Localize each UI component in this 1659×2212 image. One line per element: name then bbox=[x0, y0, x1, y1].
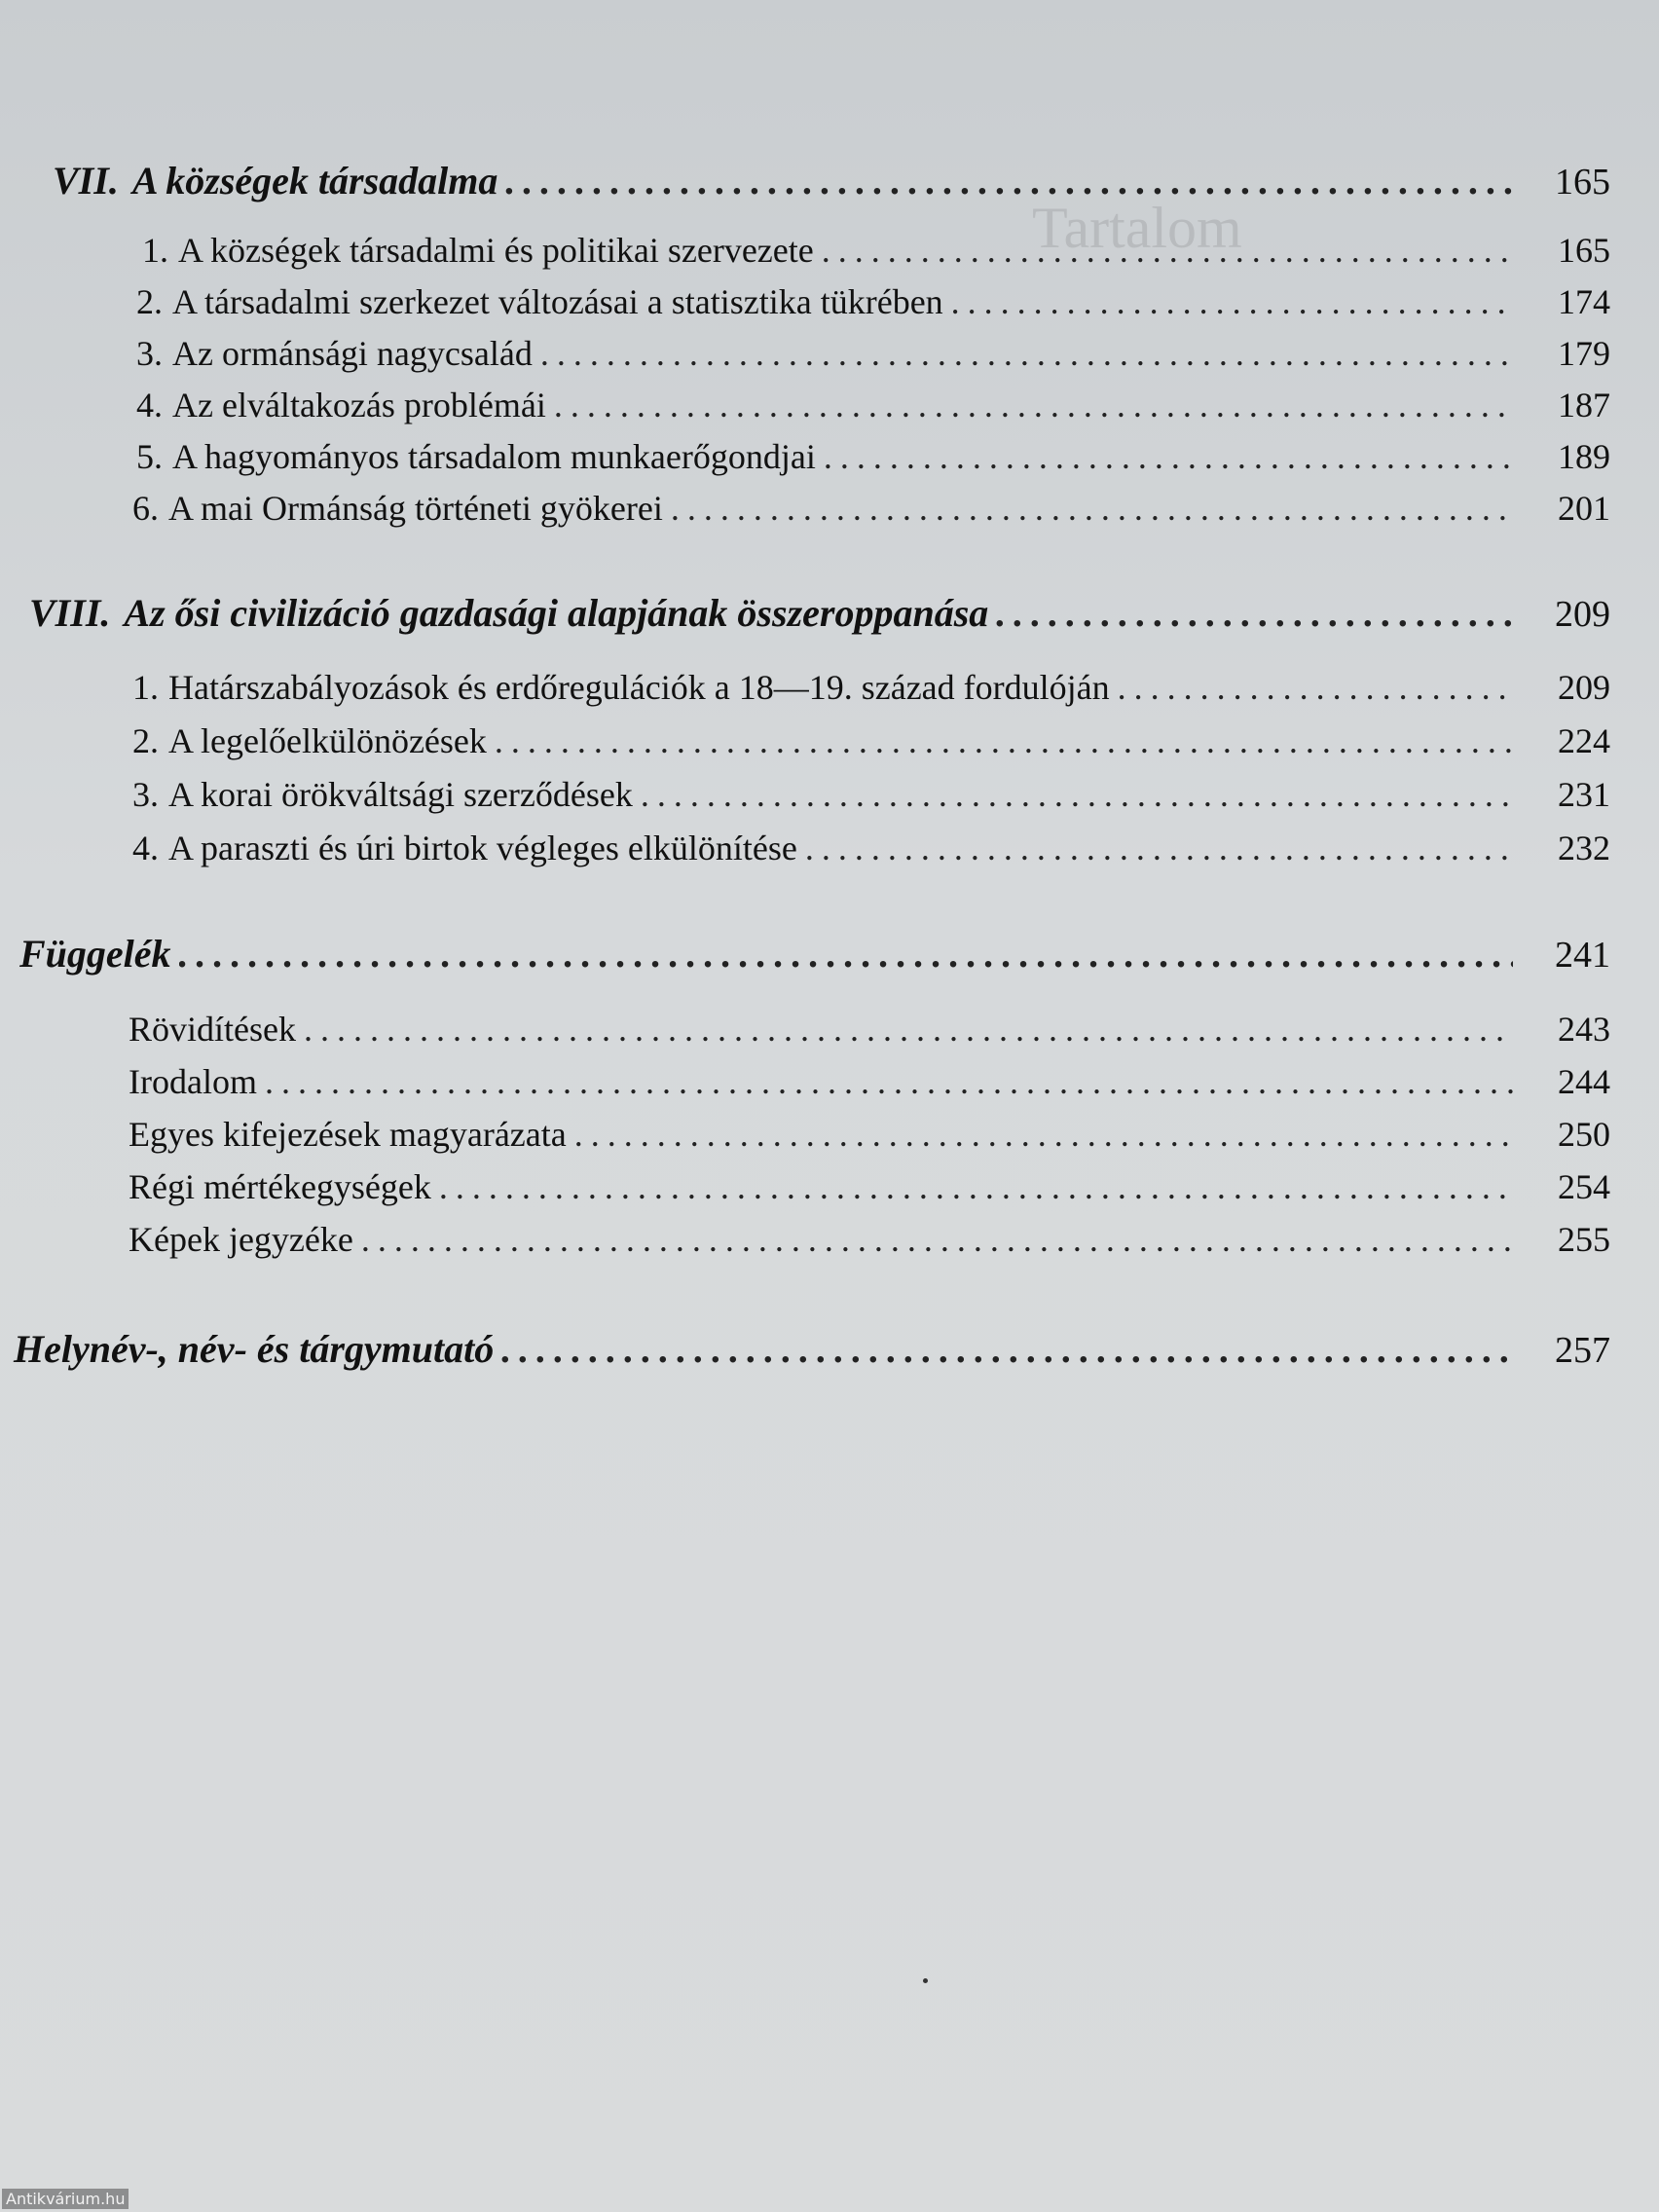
toc-heading-label: VIII. Az ősi civilizáció gazdasági alapjának összeroppanása bbox=[29, 591, 989, 635]
dot-leader bbox=[554, 385, 1513, 425]
dot-leader bbox=[505, 158, 1513, 203]
toc-heading-vii[interactable] bbox=[53, 158, 1610, 208]
dot-leader bbox=[574, 1114, 1513, 1155]
page-number: 224 bbox=[1558, 721, 1610, 760]
dot-leader bbox=[824, 436, 1513, 477]
page-number: 232 bbox=[1558, 829, 1610, 867]
dot-leader bbox=[495, 720, 1513, 761]
toc-item[interactable]: Régi mértékegységek ..... 254 bbox=[129, 1166, 1610, 1217]
page-number: 254 bbox=[1558, 1167, 1610, 1206]
toc-item[interactable]: 3. A korai örökváltsági szerződések ..... 231 bbox=[132, 774, 1610, 825]
toc-item[interactable]: 3. Az ormánsági nagycsalád ..... 179 bbox=[136, 333, 1610, 384]
toc-item[interactable]: 2. A legelőelkülönözések ..... 224 bbox=[132, 720, 1610, 771]
page-number: 179 bbox=[1558, 334, 1610, 373]
toc-item[interactable]: 1. Határszabályozások és erdőregulációk a 18—19. század fordulóján ..... 209 bbox=[132, 667, 1610, 718]
show-through-text: Tartalom bbox=[1032, 196, 1242, 260]
dot-leader bbox=[671, 488, 1513, 529]
toc-heading-viii[interactable] bbox=[29, 590, 1610, 641]
dot-leader bbox=[805, 828, 1513, 868]
toc-item[interactable]: 4. Az elváltakozás problémái ..... 187 bbox=[136, 385, 1610, 435]
toc-item[interactable]: 1. A községek társadalmi és politikai szervezete ..... 165 bbox=[142, 230, 1610, 280]
dot-leader bbox=[304, 1009, 1513, 1050]
page-number: 174 bbox=[1558, 282, 1610, 321]
dot-leader bbox=[361, 1219, 1513, 1260]
dot-leader bbox=[439, 1166, 1513, 1207]
page-number: 201 bbox=[1558, 489, 1610, 528]
page-number: 244 bbox=[1558, 1062, 1610, 1101]
toc-heading-fuggelek[interactable] bbox=[19, 931, 1610, 981]
toc-item[interactable]: 2. A társadalmi szerkezet változásai a statisztika tükrében ..... 174 bbox=[136, 281, 1610, 332]
page-number: 189 bbox=[1558, 437, 1610, 476]
page-number: 250 bbox=[1558, 1115, 1610, 1154]
page-number: 241 bbox=[1555, 935, 1610, 976]
page-number: 165 bbox=[1555, 162, 1610, 203]
page-number: 257 bbox=[1555, 1330, 1610, 1371]
dot-leader bbox=[951, 281, 1513, 322]
page-number: 209 bbox=[1555, 594, 1610, 635]
toc-item[interactable]: 4. A paraszti és úri birtok végleges elkülönítése ..... 232 bbox=[132, 828, 1610, 878]
dot-leader bbox=[996, 590, 1513, 636]
toc-heading-index[interactable] bbox=[14, 1326, 1610, 1377]
toc-item[interactable]: Egyes kifejezések magyarázata ..... 250 bbox=[129, 1114, 1610, 1164]
dot-leader bbox=[1118, 667, 1513, 708]
dot-leader bbox=[822, 230, 1513, 271]
dot-leader bbox=[501, 1326, 1513, 1372]
toc-heading-label: Függelék bbox=[19, 932, 171, 976]
watermark: Antikvárium.hu bbox=[2, 2189, 129, 2209]
dot-leader bbox=[179, 931, 1513, 977]
toc-heading-label: Helynév-, név- és tárgymutató bbox=[14, 1327, 495, 1371]
dot-leader bbox=[265, 1061, 1513, 1102]
toc-item[interactable]: 5. A hagyományos társadalom munkaerőgondjai ..... 189 bbox=[136, 436, 1610, 487]
page-number: 165 bbox=[1558, 231, 1610, 270]
page-number: 187 bbox=[1558, 386, 1610, 424]
page-number: 231 bbox=[1558, 775, 1610, 814]
ink-speck bbox=[923, 1978, 928, 1983]
toc-item[interactable]: 6. A mai Ormánság történeti gyökerei ..... 201 bbox=[132, 488, 1610, 538]
dot-leader bbox=[641, 774, 1513, 815]
page-number: 255 bbox=[1558, 1220, 1610, 1259]
toc-item[interactable]: Képek jegyzéke ..... 255 bbox=[129, 1219, 1610, 1270]
toc-item[interactable]: Rövidítések ..... 243 bbox=[129, 1009, 1610, 1059]
page-number: 243 bbox=[1558, 1010, 1610, 1049]
toc-heading-label: VII. A községek társadalma bbox=[53, 159, 498, 203]
dot-leader bbox=[540, 333, 1513, 374]
page-number: 209 bbox=[1558, 668, 1610, 707]
toc-item[interactable]: Irodalom ..... 244 bbox=[129, 1061, 1610, 1112]
